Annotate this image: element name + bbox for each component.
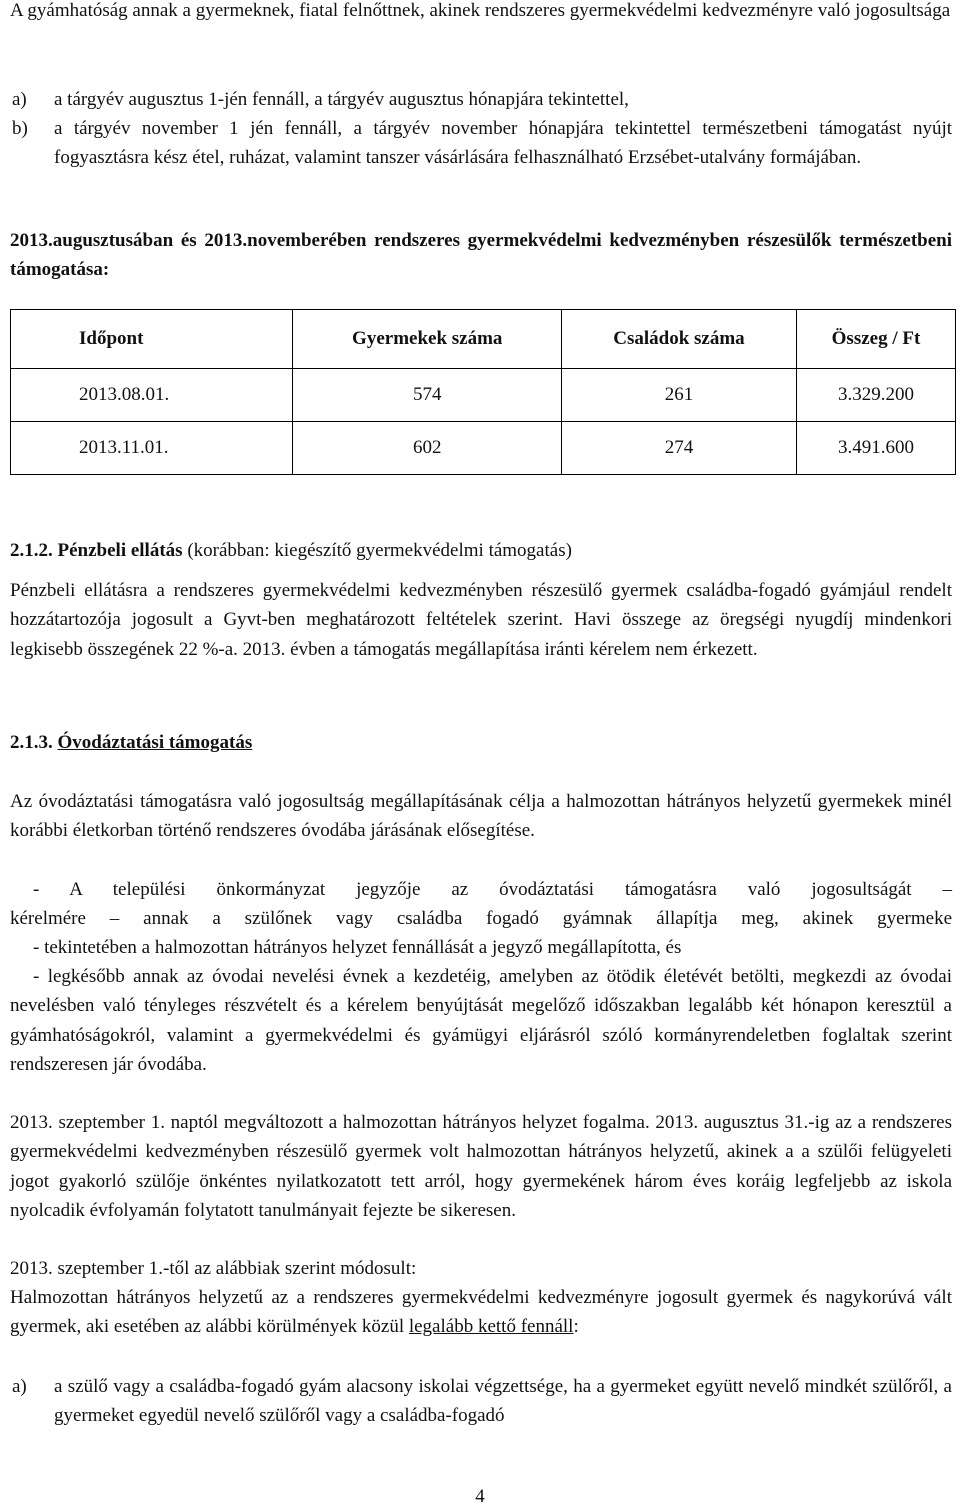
cell-amount: 3.491.600 <box>796 422 955 475</box>
p7-text: Halmozottan hátrányos helyzetű az a rendszeres gyermekvédelmi kedvezményre jogosult gyermek és nagykorúvá vált gyermek, aki esetében az alábbi körülmények közül <box>10 1287 952 1338</box>
list-label: a) <box>12 1376 27 1397</box>
section-title: Óvodáztatási támogatás <box>57 732 253 753</box>
section-number: 2.1.3. <box>10 732 53 753</box>
support-table <box>10 309 956 475</box>
section-title: Pénzbeli ellátás <box>57 540 183 561</box>
p7-end: : <box>573 1316 579 1338</box>
list-text: a tárgyév augusztus 1-jén fennáll, a tárgyév augusztus hónapjára tekintettel, <box>54 89 629 110</box>
cell-children: 574 <box>293 369 562 422</box>
list-text: a tárgyév november 1 jén fennáll, a tárgyév november hónapjára tekintettel természetbeni támogatást nyújt fogyasztásra kész étel, ruházat, valamint tanszer vásárlására felhasználható Erzsébet-utalvány formájában. <box>54 118 952 169</box>
list-item-a <box>12 85 952 114</box>
section-212-body: Pénzbeli ellátásra a rendszeres gyermekvédelmi kedvezményben részesülő gyermek családba-fogadó gyámjául rendelt hozzátartozója jogosult a Gyvt-ben meghatározott feltételek szerint. Havi összege az öregségi nyugdíj mindenkori legkisebb összegének 22 %-a. 2013. évben a támogatás megállapítása iránti kérelem nem érkezett. <box>10 580 952 660</box>
cell-families: 274 <box>562 422 797 475</box>
section-213-p1: Az óvodáztatási támogatásra való jogosultság megállapításának célja a halmozottan hátrányos helyzetű gyermekek minél korábbi életkorban történő rendszeres óvodába járásának elősegítése. <box>10 791 952 842</box>
cell-children: 602 <box>293 422 562 475</box>
section-213-p2b: kérelmére – annak a szülőnek vagy családba fogadó gyámnak állapítja meg, akinek gyermeke <box>10 908 952 929</box>
header-children: Gyermekek száma <box>293 310 562 369</box>
header-date: Időpont <box>11 310 293 369</box>
page-number: 4 <box>475 1486 485 1507</box>
table-row <box>11 422 956 475</box>
table-caption: 2013.augusztusában és 2013.novemberében rendszeres gyermekvédelmi kedvezményben részesülők természetbeni támogatása: <box>10 230 952 281</box>
section-213-p3: - tekintetében a halmozottan hátrányos helyzet fennállását a jegyző megállapította, és <box>33 937 682 958</box>
list-label: b) <box>12 118 28 139</box>
cell-date: 2013.11.01. <box>11 422 293 475</box>
p7-underlined: legalább kettő fennáll <box>408 1316 574 1338</box>
header-families: Családok száma <box>562 310 797 369</box>
list-item-b <box>12 114 952 173</box>
section-subtitle: (korábban: kiegészítő gyermekvédelmi támogatás) <box>187 540 572 561</box>
header-amount: Összeg / Ft <box>796 310 955 369</box>
cell-date: 2013.08.01. <box>11 369 293 422</box>
list-text: a szülő vagy a családba-fogadó gyám alacsony iskolai végzettsége, ha a gyermeket együtt nevelő mindkét szülőről, a gyermeket egyedül nevelő szülőről vagy a családba-fogadó <box>54 1376 952 1427</box>
section-number: 2.1.2. <box>10 540 53 561</box>
section-213-p7 <box>10 1283 952 1342</box>
section-212-heading <box>10 536 952 565</box>
section-213-p5: 2013. szeptember 1. naptól megváltozott a halmozottan hátrányos helyzet fogalma. 2013. augusztus 31.-ig az a rendszeres gyermekvédelmi kedvezményben részesülő gyermek volt halmozottan hátrányos helyzetű, akinek a a szülői felügyeleti jogot gyakorló szülője önkéntes nyilatkozatott tett arról, hogy gyermekének három éves koráig legfeljebb az iskola nyolcadik évfolyamán folytatott tanulmányait fejezte be sikeresen. <box>10 1112 952 1221</box>
criteria-item-a <box>12 1372 952 1431</box>
intro-paragraph: A gyámhatóság annak a gyermeknek, fiatal felnőttnek, akinek rendszeres gyermekvédelmi kedvezményre való jogosultsága <box>10 0 951 21</box>
section-213-heading <box>10 728 952 757</box>
section-213-p2a: - A települési önkormányzat jegyzője az óvodáztatási támogatásra való jogosultságát – <box>33 879 952 900</box>
cell-families: 261 <box>562 369 797 422</box>
section-213-p4: - legkésőbb annak az óvodai nevelési évnek a kezdetéig, amelyben az ötödik életévét betölti, megkezdi az óvodai nevelésben való tényleges részvételt és a kérelem benyújtását megelőző időszakban legalább két hónapon keresztül a gyámhatóságokról, valamint a gyermekvédelmi és gyámügyi eljárásról szóló kormányrendeletben foglaltak szerint rendszeresen jár óvodába. <box>10 966 952 1075</box>
cell-amount: 3.329.200 <box>796 369 955 422</box>
table-row <box>11 369 956 422</box>
section-213-p6: 2013. szeptember 1.-től az alábbiak szerint módosult: <box>10 1258 417 1279</box>
list-label: a) <box>12 89 27 110</box>
table-header-row <box>11 310 956 369</box>
